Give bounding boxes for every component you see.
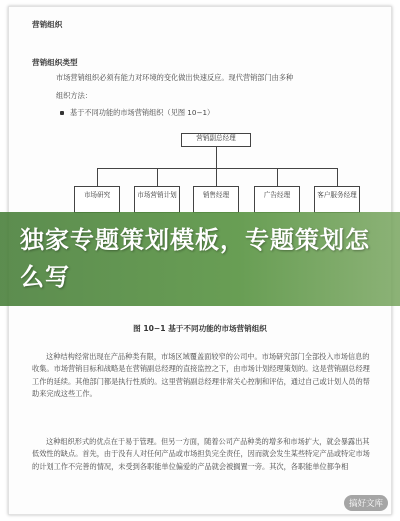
watermark: 搞好文库 [344,495,388,511]
org-chart-connector [216,168,217,186]
org-chart-connector [97,168,98,186]
bullet-item-1: 基于不同功能的市场营销组织（见图 10−1） [70,108,215,117]
intro-line-1: 市场营销组织必须有能力对环境的变化做出快速反应。现代营销部门由多种 [56,73,294,82]
body-paragraph-2: 这种组织形式的优点在于易于管理。但另一方面，随着公司产品种类的增多和市场扩大，就会暴露出其低效性的缺点。首先，由于没有人对任何产品或市场担负完全责任，因而就会发生某些特定产品或特定市场的计划工作不完善的情况，未受到各职能单位偏爱的产品就会被搁置一旁。其次，各职能单位都争相 [32,437,370,471]
org-chart-connector [97,168,337,169]
bullet-icon [60,111,64,115]
banner-title[interactable]: 独家专题策划模板，专题策划怎么写 [20,226,370,291]
intro-line-2: 组织方法： [56,91,92,100]
org-chart-child-box: 销售经理 [193,186,239,213]
org-chart-connector [216,147,217,168]
org-chart-connector [337,168,338,186]
org-chart-child-box: 广告经理 [254,186,300,213]
org-chart-top-box: 营销副总经理 [181,133,251,147]
figure-caption: 图 10−1 基于不同功能的市场营销组织 [133,324,267,333]
section-title: 营销组织 [32,20,63,29]
org-chart-connector [277,168,278,186]
org-chart-child-box: 客户服务经理 [314,186,360,213]
body-paragraph-1: 这种结构经常出现在产品种类有限，市场区域覆盖面较窄的公司中。市场研究部门全部投入市场信息的收集。市场营销目标和战略是在营销副总经理的直接监控之下，由市场计划经理策划的。这是营销副总经理工作的延续。其他部门都是执行性质的。这里营销副总经理非常关心控制和评估，通过自己或计划人员的帮助来完成这些工作。 [32,352,370,399]
org-chart-connector [157,168,158,186]
org-chart-child-box: 市场研究 [74,186,120,213]
org-chart-child-box: 市场营销计划 [134,186,180,213]
subsection-title: 营销组织类型 [32,58,78,67]
